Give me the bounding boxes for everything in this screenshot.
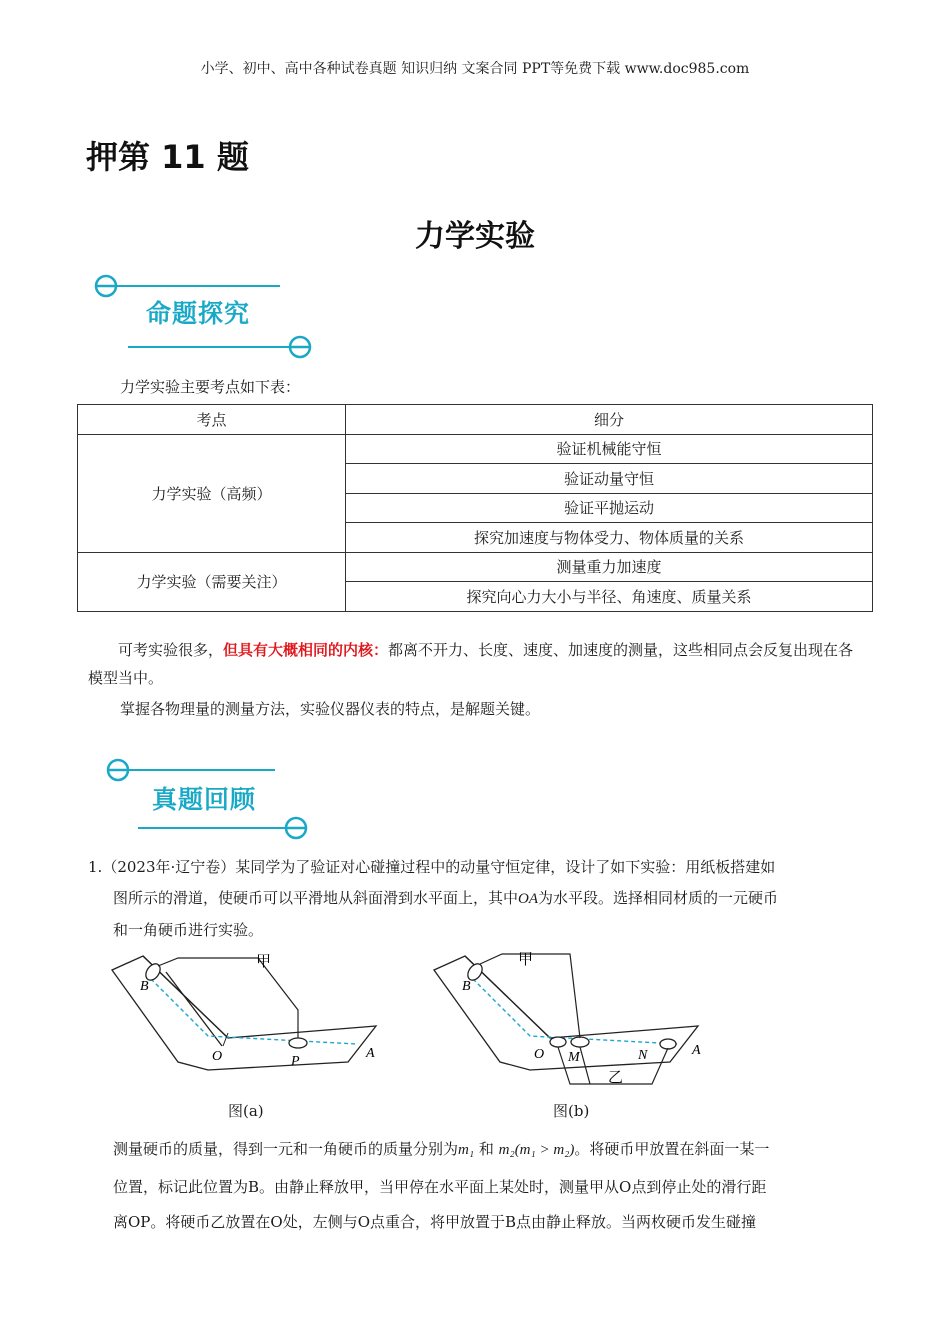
math-var: m₁ <box>458 1142 475 1158</box>
banner-title: 真题回顾 <box>152 785 257 814</box>
table-cell: 探究加速度与物体受力、物体质量的关系 <box>346 523 873 553</box>
question-text: 测量硬币的质量，得到一元和一角硬币的质量分别为 <box>113 1140 459 1158</box>
question-line: 位置，标记此位置为B。由静止释放甲，当甲停在水平面上某处时，测量甲从O点到停止处的滑行距 <box>113 1178 767 1196</box>
question-text: （2023年·辽宁卷）某同学为了验证对心碰撞过程中的动量守恒定律，设计了如下实验：用纸板搭建如 <box>102 858 776 876</box>
label-jia: 甲 <box>256 952 272 970</box>
question-text: 和 <box>474 1140 499 1158</box>
question-line <box>88 883 868 915</box>
question-line <box>88 1134 868 1166</box>
page-header: 小学、初中、高中各种试卷真题 知识归纳 文案合同 PPT等免费下载 www.doc985.com <box>200 61 750 77</box>
track-fold-line <box>166 972 222 1046</box>
leader-line <box>158 958 298 1038</box>
table-group-label: 力学实验（需要关注） <box>78 552 346 611</box>
figure-b-diagram <box>430 950 720 1090</box>
question-block <box>88 852 868 946</box>
highlight-text: 但具有大概相同的内核： <box>223 641 389 659</box>
label-B: B <box>462 979 471 994</box>
paragraph-text: 都离不开力、长度、速度、加速度的测量，这些相同点会反复出现在各模型当中。 <box>88 641 854 687</box>
page-title: 力学实验 <box>415 219 535 254</box>
slide-path-dashed <box>146 974 356 1044</box>
coin-m-ellipse <box>571 1037 589 1047</box>
paragraph-core <box>88 636 868 692</box>
label-jia: 甲 <box>518 950 534 968</box>
question-line: 离OP。将硬币乙放置在O处，左侧与O点重合，将甲放置于B点由静止释放。当两枚硬币发生碰撞 <box>113 1213 757 1231</box>
table-header-row <box>78 405 873 435</box>
math-var: OA <box>518 891 539 907</box>
table-row <box>78 552 873 582</box>
table-cell: 测量重力加速度 <box>346 552 873 582</box>
label-O: O <box>534 1047 545 1062</box>
table-cell: 探究向心力大小与半径、角速度、质量关系 <box>346 582 873 612</box>
paragraph-key: 掌握各物理量的测量方法，实验仪器仪表的特点，是解题关键。 <box>120 700 541 718</box>
question-line <box>88 852 868 883</box>
table-cell: 验证机械能守恒 <box>346 434 873 464</box>
question-text: 为水平段。选择相同材质的一元硬币 <box>538 889 779 907</box>
label-yi: 乙 <box>608 1068 624 1086</box>
table-row <box>78 434 873 464</box>
leader-line-yi-m <box>580 1047 590 1084</box>
intro-text: 力学实验主要考点如下表： <box>120 378 301 396</box>
question-text: 。将硬币甲放置在斜面一某一 <box>574 1140 770 1158</box>
banner-review <box>90 752 320 852</box>
table-group-label: 力学实验（高频） <box>78 434 346 552</box>
math-var: m₂ <box>498 1142 515 1158</box>
paragraph-text: 可考实验很多， <box>118 641 224 659</box>
knowledge-table <box>77 404 873 612</box>
question-text: 图所示的滑道，使硬币可以平滑地从斜面滑到水平面上，其中 <box>113 889 519 907</box>
label-B: B <box>140 979 149 994</box>
question-line: 和一角硬币进行实验。 <box>113 921 264 939</box>
table-cell: 验证动量守恒 <box>346 464 873 494</box>
label-M: M <box>568 1050 580 1065</box>
figure-a-diagram <box>108 950 398 1080</box>
section-number: 押第 11 题 <box>86 138 249 176</box>
table-cell: 验证平抛运动 <box>346 493 873 523</box>
label-O: O <box>212 1049 223 1064</box>
figure-b-caption: 图(b) <box>553 1102 590 1120</box>
table-header: 细分 <box>346 405 873 435</box>
label-N: N <box>638 1048 648 1063</box>
label-P: P <box>291 1054 300 1069</box>
label-A: A <box>692 1043 701 1058</box>
slide-path-dashed <box>468 974 678 1044</box>
coin-p-ellipse <box>289 1038 307 1048</box>
figure-a-caption: 图(a) <box>228 1102 264 1120</box>
banner-proposition <box>90 268 320 368</box>
coin-o-ellipse <box>550 1037 566 1047</box>
table-header: 考点 <box>78 405 346 435</box>
banner-title: 命题探究 <box>146 299 251 328</box>
label-A: A <box>366 1046 375 1061</box>
question-block-continued <box>88 1134 868 1238</box>
math-var: (m₁ > m₂) <box>514 1142 575 1158</box>
question-number: 1. <box>88 858 103 876</box>
coin-n-ellipse <box>660 1039 676 1049</box>
